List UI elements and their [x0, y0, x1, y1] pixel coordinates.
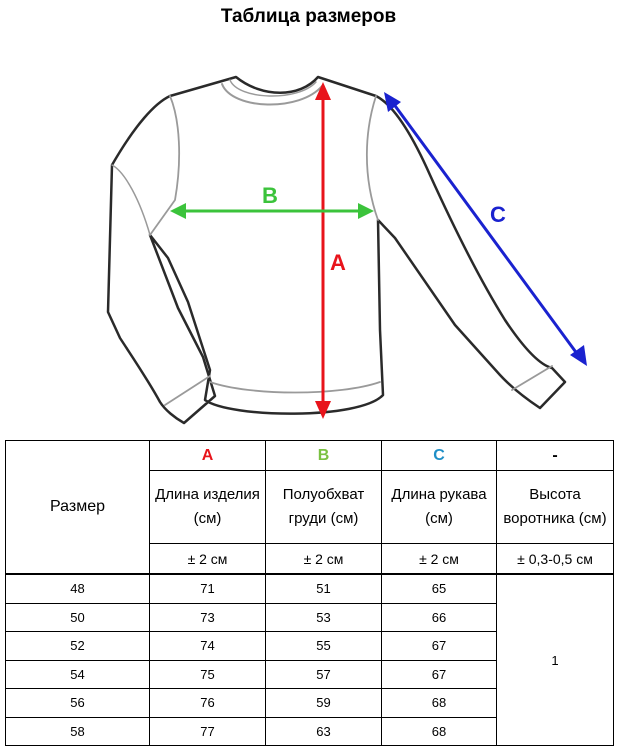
size-cell: 48: [6, 574, 150, 603]
length-cell: 73: [150, 603, 266, 632]
size-cell: 54: [6, 660, 150, 689]
col-letter-collar: -: [497, 441, 614, 471]
col-tolerance-collar: ± 0,3-0,5 см: [497, 544, 614, 575]
length-cell: 76: [150, 689, 266, 718]
col-name-b: Полуобхват груди (см): [266, 471, 382, 544]
col-tolerance-a: ± 2 см: [150, 544, 266, 575]
label-a: A: [330, 250, 346, 275]
arrow-a: [315, 82, 346, 419]
size-table: [5, 440, 614, 746]
right-sleeve-seam: [367, 96, 378, 220]
left-underarm: [112, 165, 150, 235]
half-chest-cell: 55: [266, 632, 382, 661]
col-tolerance-b: ± 2 см: [266, 544, 382, 575]
col-name-a: Длина изделия (см): [150, 471, 266, 544]
left-sleeve-seam: [150, 96, 179, 235]
left-cuff: [165, 376, 210, 405]
col-letter-a: A: [150, 441, 266, 471]
half-chest-cell: 53: [266, 603, 382, 632]
col-name-c: Длина рукава (см): [382, 471, 497, 544]
label-c: C: [490, 202, 506, 227]
half-chest-cell: 63: [266, 717, 382, 746]
arrow-c: [384, 92, 587, 366]
half-chest-cell: 59: [266, 689, 382, 718]
sleeve-cell: 68: [382, 717, 497, 746]
hem-band: [210, 382, 380, 393]
size-cell: 52: [6, 632, 150, 661]
sleeve-cell: 67: [382, 632, 497, 661]
sleeve-cell: 66: [382, 603, 497, 632]
sleeve-cell: 68: [382, 689, 497, 718]
right-cuff: [512, 366, 552, 390]
length-cell: 74: [150, 632, 266, 661]
size-cell: 58: [6, 717, 150, 746]
col-letter-c: C: [382, 441, 497, 471]
sleeve-cell: 65: [382, 574, 497, 603]
half-chest-cell: 57: [266, 660, 382, 689]
col-tolerance-c: ± 2 см: [382, 544, 497, 575]
size-cell: 56: [6, 689, 150, 718]
half-chest-cell: 51: [266, 574, 382, 603]
size-header: Размер: [6, 441, 150, 575]
sleeve-cell: 67: [382, 660, 497, 689]
table-row: [6, 574, 614, 603]
length-cell: 77: [150, 717, 266, 746]
arrow-b: [170, 183, 374, 219]
col-name-collar: Высота воротника (см): [497, 471, 614, 544]
length-cell: 71: [150, 574, 266, 603]
length-cell: 75: [150, 660, 266, 689]
collar-height-cell: 1: [497, 574, 614, 746]
page-title: Таблица размеров: [220, 6, 397, 27]
col-letter-b: B: [266, 441, 382, 471]
size-cell: 50: [6, 603, 150, 632]
label-b: B: [262, 183, 278, 208]
